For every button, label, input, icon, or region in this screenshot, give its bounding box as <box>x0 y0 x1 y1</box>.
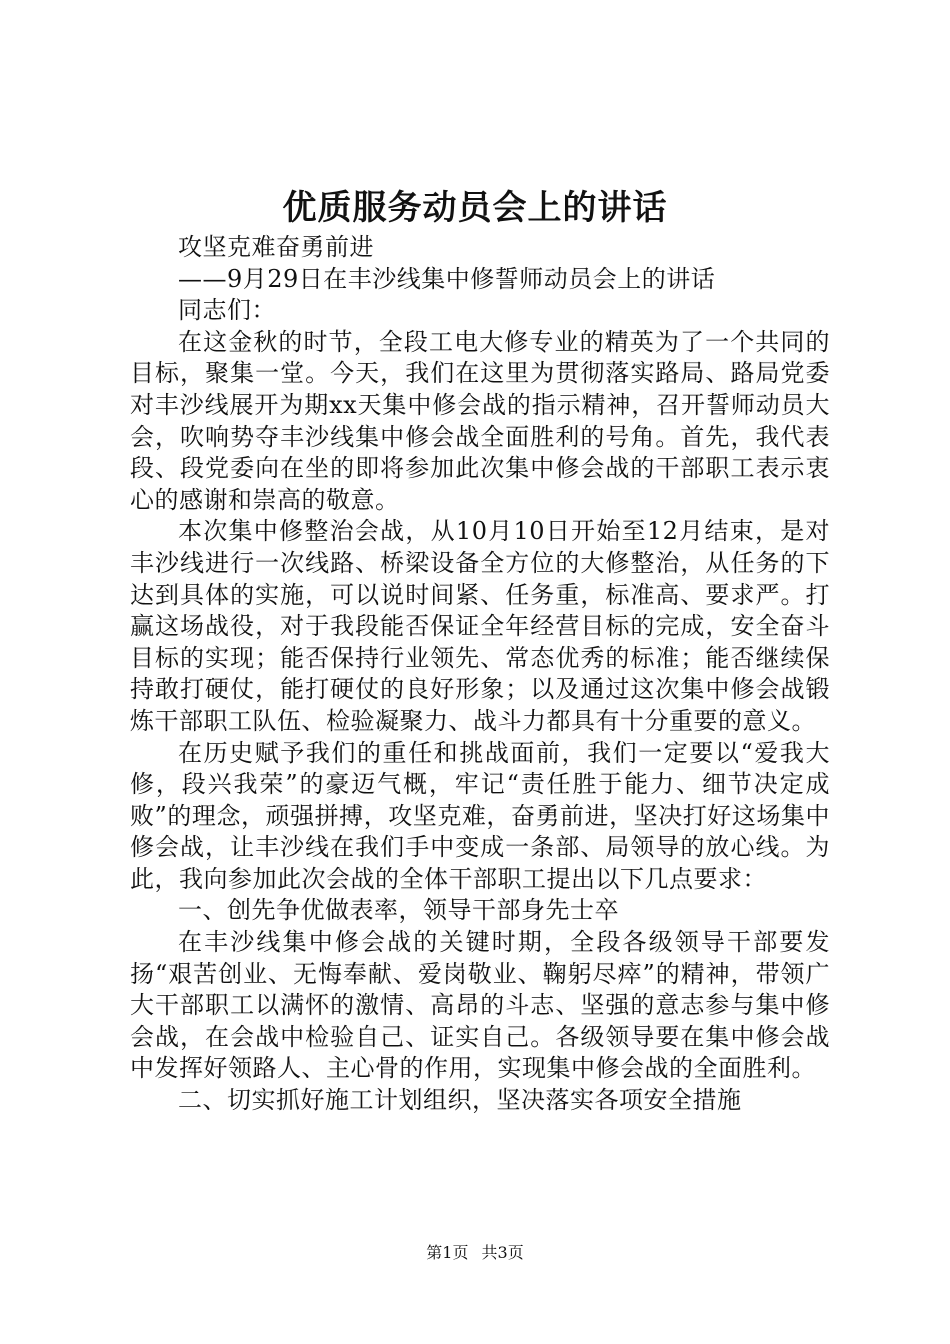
paragraph: 在丰沙线集中修会战的关键时期，全段各级领导干部要发扬“艰苦创业、无悔奉献、爱岗敬业、鞠躬尽瘁”的精神，带领广大干部职工以满怀的激情、高昂的斗志、坚强的意志参与集中修会战，在会战中检验自己、证实自己。各级领导要在集中修会战中发挥好领路人、主心骨的作用，实现集中修会战的全面胜利。 <box>130 928 830 1083</box>
paragraph: 在这金秋的时节，全段工电大修专业的精英为了一个共同的目标，聚集一堂。今天，我们在这里为贯彻落实路局、路局党委对丰沙线展开为期xx天集中修会战的指示精神，召开誓师动员大会，吹响势夺丰沙线集中修会战全面胜利的号角。首先，我代表段、段党委向在坐的即将参加此次集中修会战的干部职工表示衷心的感谢和崇高的敬意。 <box>130 327 830 514</box>
page-footer <box>0 1241 950 1265</box>
subtitle: 攻坚克难奋勇前进 <box>178 233 374 261</box>
paragraph: 在历史赋予我们的重任和挑战面前，我们一定要以“爱我大修，段兴我荣”的豪迈气概，牢记“责任胜于能力、细节决定成败”的理念，顽强拼搏，攻坚克难，奋勇前进，坚决打好这场集中修会战，让丰沙线在我们手中变成一条部、局领导的放心线。为此，我向参加此次会战的全体干部职工提出以下几点要求： <box>130 738 830 893</box>
section-heading: 一、创先争优做表率，领导干部身先士卒 <box>178 896 619 925</box>
page-total: 共3页 <box>481 1243 524 1262</box>
section-heading: 二、切实抓好施工计划组织，坚决落实各项安全措施 <box>178 1086 742 1115</box>
page-number: 第1页 <box>426 1243 469 1262</box>
salutation: 同志们： <box>178 296 276 325</box>
subtitle-secondary: ——9月29日在丰沙线集中修誓师动员会上的讲话 <box>178 264 716 293</box>
paragraph: 本次集中修整治会战，从10月10日开始至12月结束，是对丰沙线进行一次线路、桥梁设备全方位的大修整治，从任务的下达到具体的实施，可以说时间紧、任务重，标准高、要求严。打赢这场战役，对于我段能否保证全年经营目标的完成，安全奋斗目标的实现；能否保持行业领先、常态优秀的标准；能否继续保持敢打硬仗，能打硬仗的良好形象；以及通过这次集中修会战锻炼干部职工队伍、检验凝聚力、战斗力都具有十分重要的意义。 <box>130 517 830 735</box>
document-title: 优质服务动员会上的讲话 <box>282 188 668 228</box>
document-body <box>130 232 830 1117</box>
